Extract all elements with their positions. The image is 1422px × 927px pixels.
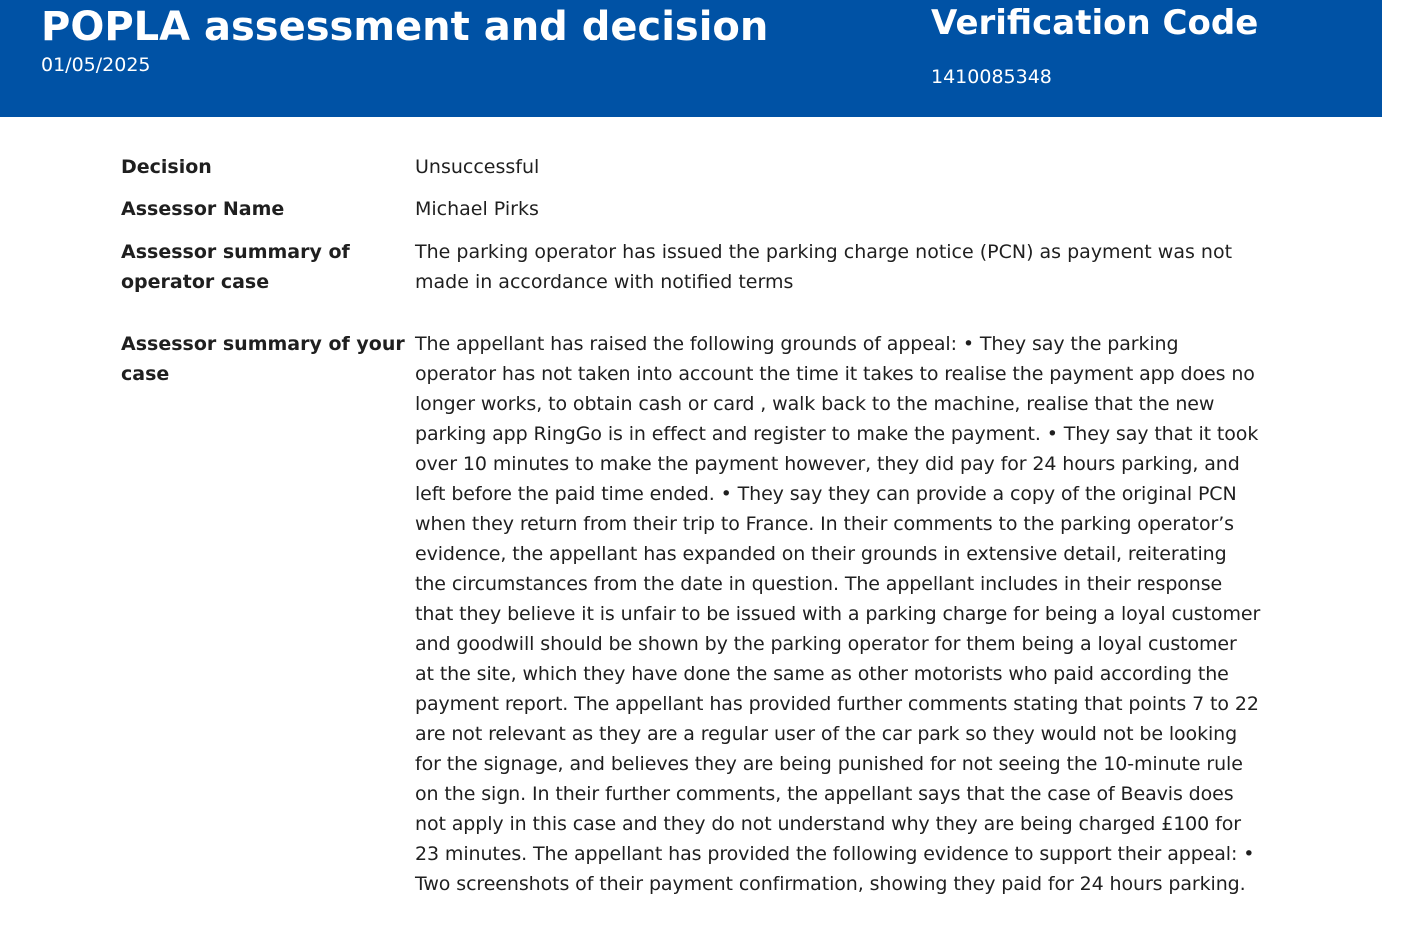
assessor-name-value: Michael Pirks [415,198,539,220]
decision-date: 01/05/2025 [41,54,151,76]
decision-details [121,152,1261,899]
your-case-row [121,329,1261,899]
verification-code-value: 1410085348 [931,66,1052,88]
operator-case-summary: The parking operator has issued the parking charge notice (PCN) as payment was not made in accordance with notified terms [415,241,1233,293]
operator-case-row [121,237,1261,329]
verification-code-label: Verification Code [931,3,1259,43]
page-title: POPLA assessment and decision [41,4,769,50]
decision-value: Unsuccessful [415,156,540,178]
assessor-name-label: Assessor Name [121,198,285,220]
decision-row [121,152,1261,194]
page-header [0,0,1382,117]
your-case-label: Assessor summary of your case [121,333,405,385]
your-case-summary: The appellant has raised the following grounds of appeal: • They say the parking operator has not taken into account the time it takes to realise the payment app does no longer works, to obtain cash or card , walk back to the machine, realise that the new parking app RingGo is in effect and register to make the payment. • They say that it took over 10 minutes to make the payment however, they did pay for 24 hours parking, and left before the paid time ended. • They say they can provide a copy of the original PCN when they return from their trip to France. In their comments to the parking operator’s evidence, the appellant has expanded on their grounds in extensive detail, reiterating the circumstances from the date in question. The appellant includes in their response that they believe it is unfair to be issued with a parking charge for being a loyal customer and goodwill should be shown by the parking operator for them being a loyal customer at the site, which they have done the same as other motorists who paid according the payment report. The appellant has provided further comments stating that points 7 to 22 are not relevant as they are a regular user of the car park so they would not be looking for the signage, and believes they are being punished for not seeing the 10-minute rule on the sign. In their further comments, the appellant says that the case of Beavis does not apply in this case and they do not understand why they are being charged £100 for 23 minutes. The appellant has provided the following evidence to support their appeal: • Two screenshots of their payment confirmation, showing they paid for 24 hours parking. [415,333,1261,895]
assessor-name-row [121,194,1261,237]
operator-case-label: Assessor summary of operator case [121,241,350,293]
decision-label: Decision [121,156,212,178]
